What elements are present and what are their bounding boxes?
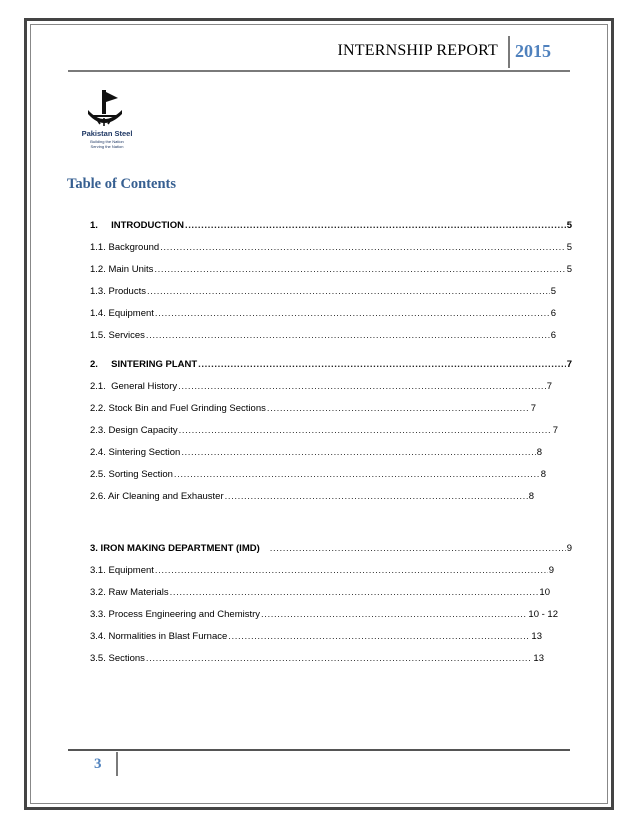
toc-entry-label: 2.2. Stock Bin and Fuel Grinding Sections <box>90 403 266 414</box>
toc-entry-2-5[interactable] <box>90 469 546 480</box>
dot-leader <box>270 543 566 554</box>
dot-leader <box>146 653 533 664</box>
toc-entry-1-5[interactable] <box>90 330 556 341</box>
toc-entry-3-2[interactable] <box>90 587 550 598</box>
toc-entry-label: 3.4. Normalities in Blast Furnace <box>90 631 228 642</box>
toc-entry-label: 3.1. Equipment <box>90 565 154 576</box>
dot-leader <box>185 220 566 231</box>
toc-entry-label: 1.3. Products <box>90 286 146 297</box>
logo-tagline-2: Serving the Nation <box>90 144 124 149</box>
toc-entry-label: 3.5. Sections <box>90 653 145 664</box>
toc-entry-page: 13 <box>533 653 544 664</box>
toc-entry-3-1[interactable] <box>90 565 554 576</box>
toc-entry-1-3[interactable] <box>90 286 556 297</box>
toc-entry-3-4[interactable] <box>90 631 542 642</box>
toc-entry-page: 5 <box>566 264 572 275</box>
dot-leader <box>198 359 566 370</box>
toc-entry-1-1[interactable] <box>90 242 572 253</box>
toc-entry-label: 2.4. Sintering Section <box>90 447 181 458</box>
toc-entry-2-4[interactable] <box>90 447 542 458</box>
dot-leader <box>146 330 550 341</box>
toc-entry-page: 5 <box>566 242 572 253</box>
toc-entry-label: 2.1. General History <box>90 381 178 392</box>
toc-entry-1-4[interactable] <box>90 308 556 319</box>
toc-entry-2-6[interactable] <box>90 491 534 502</box>
toc-entry-page: 7 <box>546 381 552 392</box>
toc-entry-page: 8 <box>536 447 542 458</box>
toc-entry-label: 1.5. Services <box>90 330 145 341</box>
dot-leader <box>267 403 530 414</box>
toc-entry-label: 2.6. Air Cleaning and Exhauster <box>90 491 224 502</box>
footer-rule <box>68 749 570 751</box>
toc-entry-page: 13 <box>531 631 542 642</box>
toc-entry-page: 5 <box>566 220 572 231</box>
toc-entry-label: 1. INTRODUCTION <box>90 220 184 231</box>
dot-leader <box>261 609 527 620</box>
toc-entry-page: 7 <box>530 403 536 414</box>
dot-leader <box>228 631 530 642</box>
footer-page-number: 3 <box>94 756 102 772</box>
toc-entry-page: 7 <box>566 359 572 370</box>
toc-entry-label: 3.3. Process Engineering and Chemistry <box>90 609 261 620</box>
dot-leader <box>181 447 535 458</box>
dot-leader <box>174 469 540 480</box>
toc-entry-page: 10 - 12 <box>528 609 558 620</box>
header-title: INTERNSHIP REPORT <box>337 42 498 59</box>
toc-entry-label: 1.4. Equipment <box>90 308 154 319</box>
logo-name: Pakistan Steel <box>81 129 133 138</box>
toc-entry-label: 2. SINTERING PLANT <box>90 359 198 370</box>
toc-entry-label: 1.2. Main Units <box>90 264 154 275</box>
toc-entry-2-1[interactable] <box>90 381 552 392</box>
toc-entry-page: 9 <box>548 565 554 576</box>
toc-entry-label: 3. IRON MAKING DEPARTMENT (IMD) <box>90 543 260 554</box>
toc-entry-page: 8 <box>540 469 546 480</box>
dot-leader <box>154 264 565 275</box>
toc-entry-1-2[interactable] <box>90 264 572 275</box>
dot-leader <box>155 308 550 319</box>
toc-entry-2-2[interactable] <box>90 403 536 414</box>
dot-leader <box>160 242 566 253</box>
toc-entry-page: 6 <box>550 308 556 319</box>
toc-entry-label: 1.1. Background <box>90 242 160 253</box>
toc-entry-1[interactable] <box>90 220 572 231</box>
dot-leader <box>147 286 550 297</box>
toc-entry-page: 7 <box>552 425 558 436</box>
dot-leader <box>170 587 539 598</box>
toc-entry-3-5[interactable] <box>90 653 544 664</box>
dot-leader <box>179 425 552 436</box>
toc-entry-label: 2.3. Design Capacity <box>90 425 178 436</box>
toc-entry-page: 8 <box>528 491 534 502</box>
footer-separator <box>116 752 118 776</box>
toc-entry-3[interactable] <box>90 543 572 554</box>
toc-heading: Table of Contents <box>67 176 177 192</box>
toc-entry-page: 5 <box>550 286 556 297</box>
header-year: 2015 <box>515 41 551 61</box>
logo-tagline-1: Building the Nation <box>90 139 124 144</box>
toc-entry-2[interactable] <box>90 359 572 370</box>
toc-entry-page: 10 <box>539 587 550 598</box>
toc-entry-page: 6 <box>550 330 556 341</box>
dot-leader <box>178 381 546 392</box>
toc-entry-3-3[interactable] <box>90 609 558 620</box>
dot-leader <box>155 565 548 576</box>
header-rule <box>68 70 570 72</box>
dot-leader <box>225 491 528 502</box>
toc-entry-2-3[interactable] <box>90 425 558 436</box>
toc-entry-label: 2.5. Sorting Section <box>90 469 173 480</box>
toc-entry-label: 3.2. Raw Materials <box>90 587 169 598</box>
header-separator <box>508 36 510 68</box>
toc-entry-page: 9 <box>566 543 572 554</box>
pakistan-steel-logo <box>78 88 136 150</box>
